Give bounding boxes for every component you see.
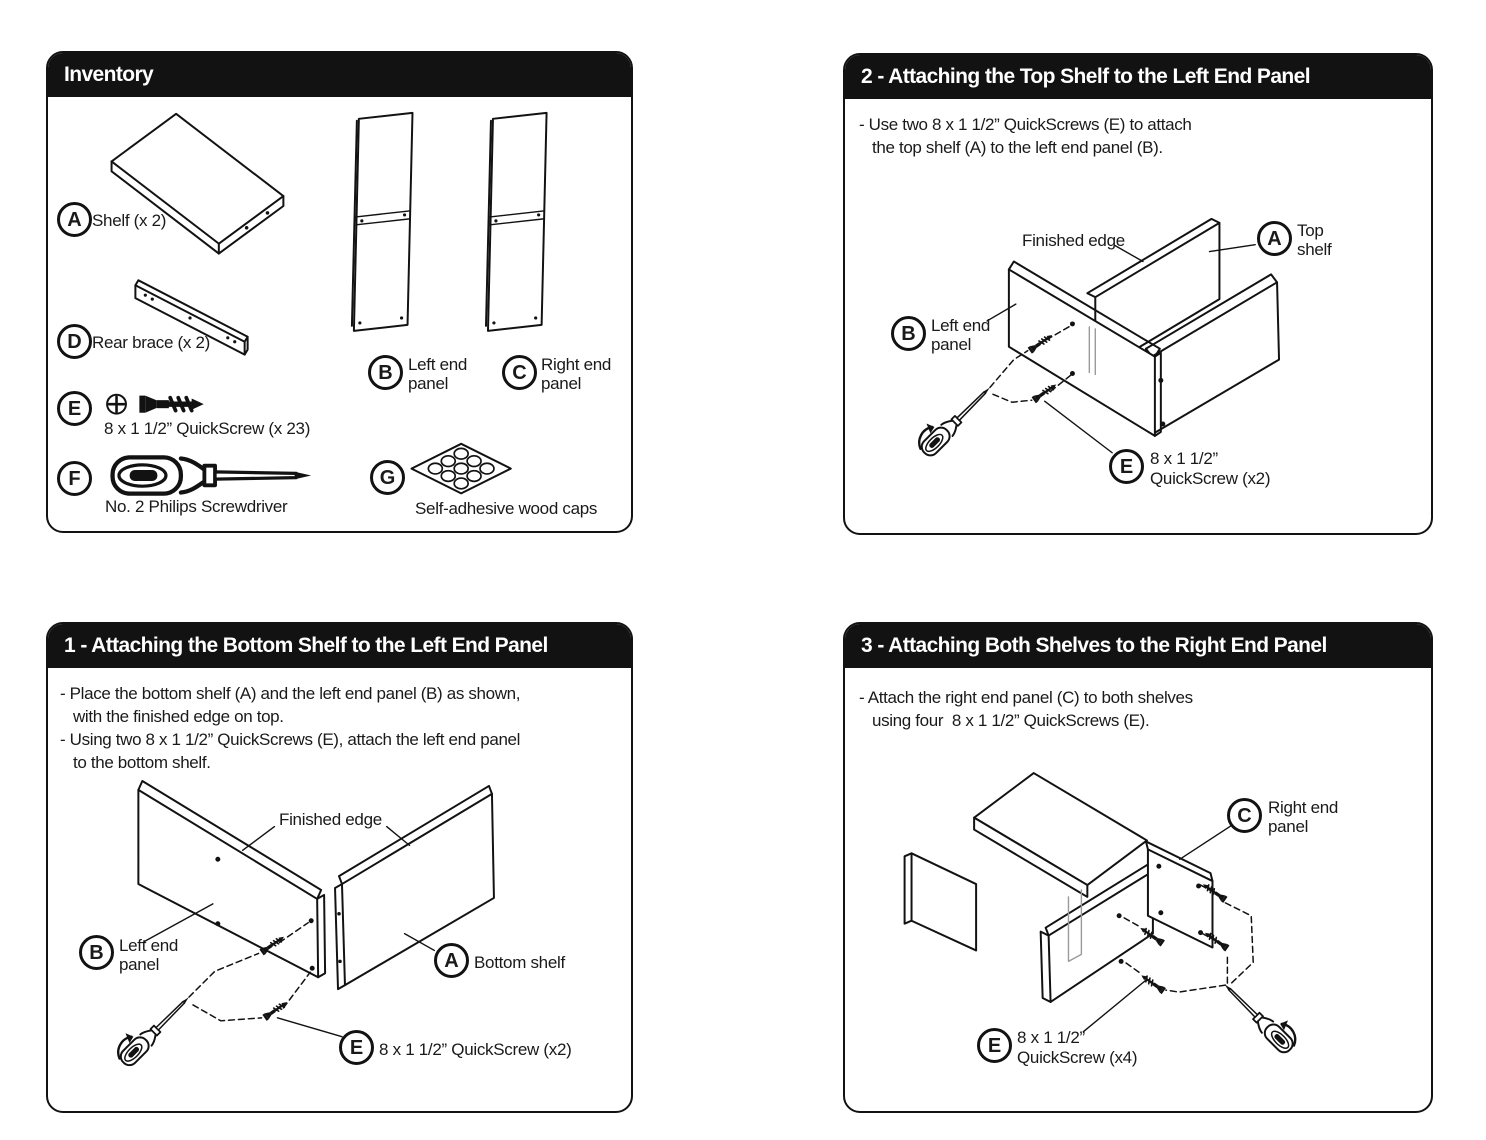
right-end-panel-drawing: [486, 113, 547, 331]
screwdriver-icon: [1219, 978, 1296, 1055]
instruction-line: using four 8 x 1 1/2” QuickScrews (E).: [872, 711, 1150, 730]
step-3-header: [845, 624, 1431, 668]
step-1-body: [48, 668, 631, 1111]
part-badge-c: C: [502, 355, 537, 390]
instruction-line: - Using two 8 x 1 1/2” QuickScrews (E), attach the left end panel: [60, 730, 521, 749]
bottom-shelf-drawing: [1041, 863, 1153, 1002]
step-3-panel: [843, 622, 1433, 1113]
step-2-title: 2 - Attaching the Top Shelf to the Left End Panel: [861, 65, 1310, 88]
part-label-a-line2: shelf: [1297, 240, 1332, 259]
part-label-f: No. 2 Philips Screwdriver: [105, 497, 288, 516]
screw-icon: [1032, 382, 1059, 404]
quickscrew-icon: [107, 395, 204, 414]
part-badge-a: A: [434, 943, 469, 978]
instruction-line: with the finished edge on top.: [73, 707, 284, 726]
part-label-b-line2: panel: [408, 374, 449, 393]
step-2-instructions: [859, 113, 1192, 159]
inventory-header: [48, 53, 631, 97]
part-label-c-line1: Right end: [541, 355, 612, 374]
step-2-header: [845, 55, 1431, 99]
part-label-b-line2: panel: [931, 335, 972, 354]
step-1-header: [48, 624, 631, 668]
instruction-line: to the bottom shelf.: [73, 753, 211, 772]
part-badge-g: G: [370, 460, 405, 495]
part-label-a: Shelf (x 2): [92, 211, 167, 230]
part-label-a: Bottom shelf: [474, 953, 565, 972]
part-label-e-line2: QuickScrew (x2): [1150, 469, 1271, 488]
step-3-title: 3 - Attaching Both Shelves to the Right End Panel: [861, 634, 1327, 657]
part-label-e-line1: 8 x 1 1/2”: [1150, 449, 1218, 468]
shelf-drawing: [112, 114, 284, 254]
step-1-title: 1 - Attaching the Bottom Shelf to the Left End Panel: [64, 634, 548, 657]
part-label-d: Rear brace (x 2): [92, 333, 211, 352]
part-label-b-line1: Left end: [119, 936, 179, 955]
screwdriver-icon: [113, 457, 312, 493]
part-label-e-line1: 8 x 1 1/2”: [1017, 1028, 1085, 1047]
inventory-body: [48, 97, 631, 531]
part-badge-e: E: [1109, 449, 1144, 484]
inventory-title: Inventory: [64, 63, 154, 86]
part-badge-b: B: [79, 935, 114, 970]
part-badge-a: A: [57, 202, 92, 237]
wood-caps-drawing: [412, 444, 511, 494]
finished-edge-label: Finished edge: [279, 810, 382, 829]
part-label-c-line1: Right end: [1268, 798, 1339, 817]
finished-edge-label: Finished edge: [1022, 231, 1125, 250]
step-2-panel: [843, 53, 1433, 535]
right-end-panel-drawing: [1146, 841, 1213, 947]
instruction-line: - Attach the right end panel (C) to both shelves: [859, 688, 1193, 707]
part-badge-e: E: [57, 391, 92, 426]
part-badge-c: C: [1227, 798, 1262, 833]
part-label-e-line2: QuickScrew (x4): [1017, 1048, 1138, 1067]
step-2-body: [845, 99, 1431, 533]
inventory-panel: [46, 51, 633, 533]
part-label-b-line1: Left end: [931, 316, 991, 335]
step-3-diagram: [845, 668, 1431, 1111]
screwdriver-icon: [918, 382, 995, 459]
part-badge-e: E: [977, 1028, 1012, 1063]
part-badge-f: F: [57, 461, 92, 496]
step-3-body: [845, 668, 1431, 1111]
part-label-e: 8 x 1 1/2” QuickScrew (x2): [379, 1040, 572, 1059]
part-badge-d: D: [57, 324, 92, 359]
step-1-panel: [46, 622, 633, 1113]
part-badge-e: E: [339, 1030, 374, 1065]
instruction-line: the top shelf (A) to the left end panel (B).: [872, 138, 1163, 157]
part-label-c-line2: panel: [541, 374, 582, 393]
part-label-g: Self-adhesive wood caps: [415, 499, 598, 518]
instruction-line: - Use two 8 x 1 1/2” QuickScrews (E) to attach: [859, 115, 1192, 134]
part-badge-a: A: [1257, 221, 1292, 256]
left-end-panel-drawing: [352, 113, 413, 331]
instruction-line: - Place the bottom shelf (A) and the left end panel (B) as shown,: [60, 684, 521, 703]
inventory-diagram: [48, 97, 631, 531]
top-shelf-drawing: [974, 773, 1147, 897]
left-end-panel-drawing: [905, 853, 977, 950]
part-badge-b: B: [891, 316, 926, 351]
screw-icon: [262, 999, 289, 1021]
screwdriver-icon: [118, 991, 195, 1068]
part-label-e: 8 x 1 1/2” QuickScrew (x 23): [104, 419, 311, 438]
part-label-a-line1: Top: [1297, 221, 1324, 240]
step-3-instructions: [859, 686, 1193, 732]
part-label-b-line1: Left end: [408, 355, 468, 374]
part-badge-b: B: [368, 355, 403, 390]
step-1-instructions: [60, 682, 520, 774]
part-label-c-line2: panel: [1268, 817, 1309, 836]
part-label-b-line2: panel: [119, 955, 160, 974]
